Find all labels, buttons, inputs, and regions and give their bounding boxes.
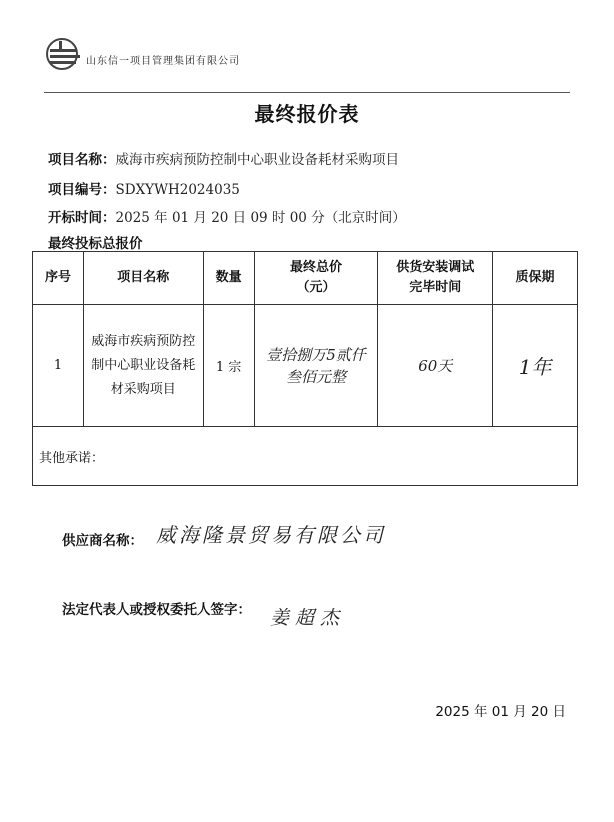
cell-qty: 1 宗: [203, 305, 254, 427]
cell-warranty-signature: 1年: [493, 305, 578, 427]
company-logo-icon: [44, 36, 84, 72]
col-header-qty: 数量: [203, 252, 254, 305]
col-header-no: 序号: [33, 252, 84, 305]
project-no-value: SDXYWH2024035: [115, 182, 240, 198]
col-header-total-line2: （元）: [296, 280, 336, 295]
open-time-line: [48, 206, 406, 226]
supplier-signature: 威海隆景贸易有限公司: [156, 523, 386, 547]
section-title: 最终投标总报价: [48, 236, 143, 252]
rep-label: 法定代表人或授权委托人签字：: [62, 602, 251, 618]
project-name-line: [48, 148, 399, 168]
col-header-total-line1: 最终总价: [289, 260, 342, 275]
col-header-delivery-line2: 完毕时间: [409, 280, 462, 295]
cell-delivery-signature: 60天: [378, 305, 493, 427]
project-no-line: [48, 178, 240, 198]
col-header-delivery-line1: 供货安装调试: [396, 260, 475, 275]
cell-no: 1: [33, 305, 84, 427]
supplier-label: 供应商名称：: [62, 533, 143, 549]
project-name-label: 项目名称：: [48, 152, 116, 168]
open-time-label: 开标时间：: [48, 210, 116, 226]
company-name: 山东信一项目管理集团有限公司: [86, 56, 240, 67]
document-date: 2025 年 01 月 20 日: [435, 704, 566, 720]
col-header-name: 项目名称: [83, 252, 203, 305]
other-commitment-label: 其他承诺：: [33, 427, 578, 486]
project-name-value: 威海市疾病预防控制中心职业设备耗材采购项目: [115, 152, 399, 168]
open-time-value: 2025 年 01 月 20 日 09 时 00 分（北京时间）: [115, 210, 406, 226]
quote-table: [32, 251, 578, 486]
header-divider: [44, 92, 570, 93]
rep-signature: 姜超杰: [270, 607, 346, 629]
col-header-warranty: 质保期: [493, 252, 578, 305]
col-header-delivery: [378, 252, 493, 305]
cell-name: 威海市疾病预防控制中心职业设备耗材采购项目: [83, 305, 203, 427]
table-header-row: [33, 252, 578, 305]
col-header-total: [254, 252, 378, 305]
project-no-label: 项目编号：: [48, 182, 116, 198]
table-row: [33, 305, 578, 427]
other-commitment-row: [33, 427, 578, 486]
cell-total-signature: 壹拾捌万5贰仟叁佰元整: [254, 305, 378, 427]
page-title: 最终报价表: [254, 102, 360, 126]
